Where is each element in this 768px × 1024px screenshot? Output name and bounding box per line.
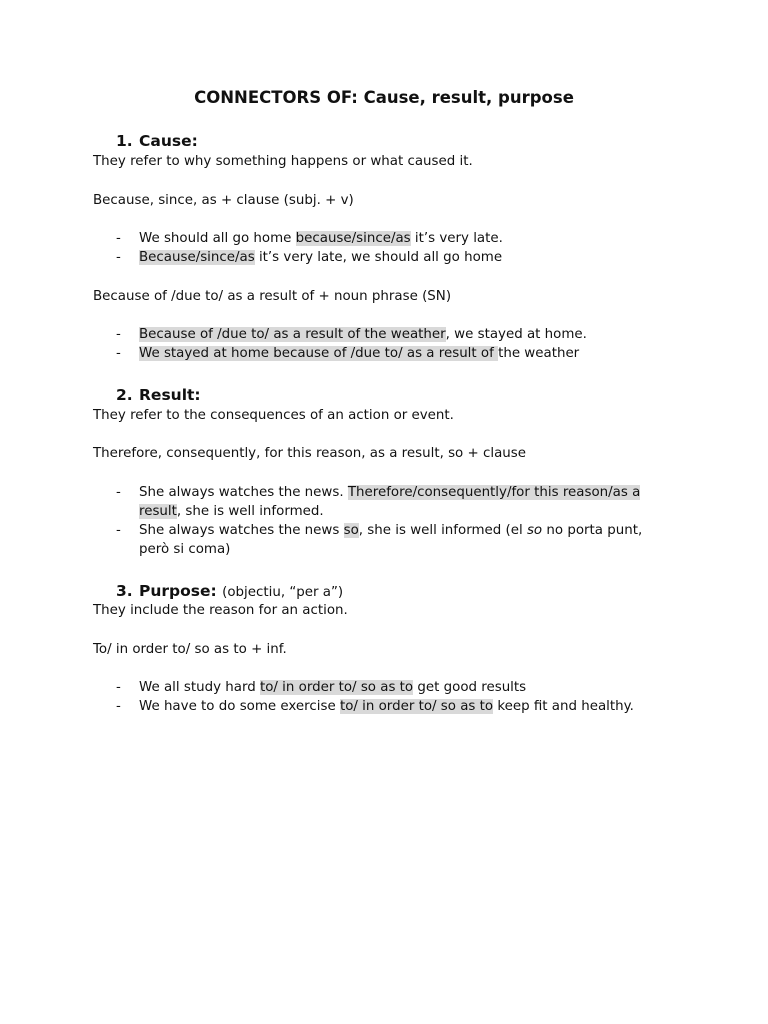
- highlight: result: [139, 504, 177, 519]
- purpose-rule: To/ in order to/ so as to + inf.: [93, 642, 287, 657]
- result-definition: They refer to the consequences of an action or event.: [93, 408, 454, 423]
- list-item: [116, 521, 676, 559]
- list-item: [116, 229, 676, 248]
- list-item: [116, 344, 676, 363]
- highlight: to/ in order to/ so as to: [339, 699, 494, 714]
- list-item: [116, 325, 676, 344]
- example-text: We should all go home because/since/as it’s very late.: [139, 231, 503, 246]
- heading-cause: [116, 130, 198, 152]
- heading-number: 1.: [116, 132, 133, 150]
- heading-result: [116, 384, 201, 406]
- document-title: CONNECTORS OF: Cause, result, purpose: [194, 88, 574, 107]
- highlight: Because of /due to/ as a result of the weather: [139, 327, 446, 342]
- highlight: because/since/as: [295, 231, 411, 246]
- bullet-dash: -: [116, 699, 121, 714]
- example-text: She always watches the news. Therefore/consequently/for this reason/as a result, she is well informed.: [139, 485, 641, 519]
- bullet-dash: -: [116, 346, 121, 361]
- example-text: We have to do some exercise to/ in order to/ so as to keep fit and healthy.: [139, 699, 634, 714]
- example-text: Because of /due to/ as a result of the weather, we stayed at home.: [139, 327, 587, 342]
- highlight: Because/since/as: [139, 250, 255, 265]
- example-text: We all study hard to/ in order to/ so as to get good results: [139, 680, 527, 695]
- bullet-dash: -: [116, 231, 121, 246]
- list-item: [116, 697, 676, 716]
- bullet-dash: -: [116, 250, 121, 265]
- purpose-definition: They include the reason for an action.: [93, 603, 348, 618]
- heading-number: 3.: [116, 582, 133, 600]
- heading-note: (objectiu, “per a”): [222, 585, 344, 600]
- cause-rule-clause: Because, since, as + clause (subj. + v): [93, 193, 354, 208]
- example-text: Because/since/as it’s very late, we should all go home: [139, 250, 503, 265]
- list-item: [116, 483, 676, 521]
- heading-text: Cause:: [139, 132, 198, 150]
- heading-text: Purpose:: [139, 582, 217, 600]
- cause-rule-noun: Because of /due to/ as a result of + noun phrase (SN): [93, 289, 452, 304]
- highlight: so: [343, 523, 359, 538]
- list-item: [116, 678, 676, 697]
- cause-definition: They refer to why something happens or what caused it.: [93, 154, 473, 169]
- example-text: We stayed at home because of /due to/ as a result of the weather: [139, 346, 580, 361]
- bullet-dash: -: [116, 680, 121, 695]
- heading-text: Result:: [139, 386, 201, 404]
- highlight: We stayed at home because of /due to/ as a result of: [139, 346, 499, 361]
- highlight: to/ in order to/ so as to: [259, 680, 414, 695]
- highlight: Therefore/consequently/for this reason/as a: [347, 485, 641, 500]
- bullet-dash: -: [116, 327, 121, 342]
- result-rule-clause: Therefore, consequently, for this reason, as a result, so + clause: [93, 446, 526, 461]
- bullet-dash: -: [116, 485, 121, 500]
- list-item: [116, 248, 676, 267]
- heading-number: 2.: [116, 386, 133, 404]
- bullet-dash: -: [116, 523, 121, 538]
- example-text: She always watches the news so, she is well informed (el so no porta punt, però si coma): [139, 523, 643, 557]
- italic-word: so: [526, 523, 543, 538]
